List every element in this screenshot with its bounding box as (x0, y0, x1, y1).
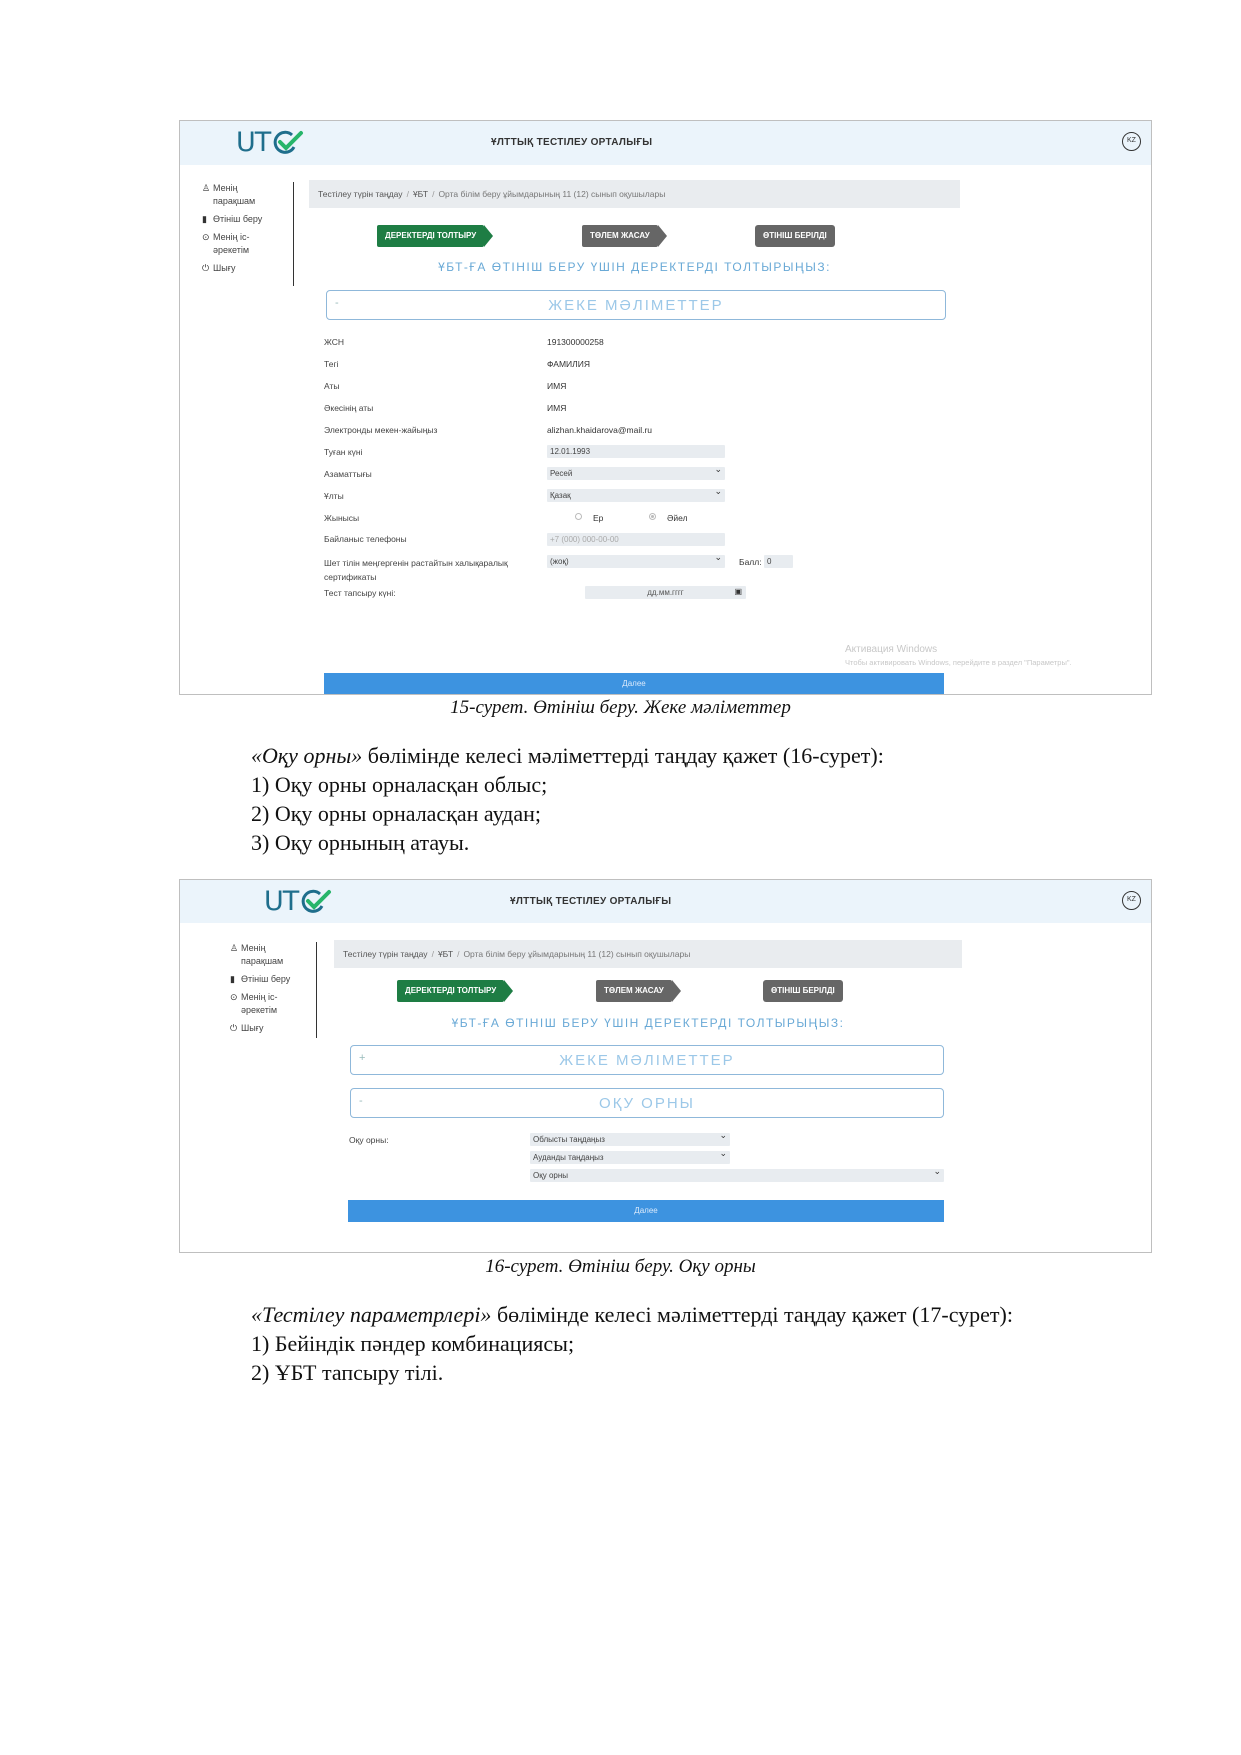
nationality-select[interactable]: Қазақ ⌄ (547, 489, 725, 502)
email-value: alizhan.khaidarova@mail.ru (547, 425, 653, 435)
step-payment (596, 980, 672, 1002)
language-switch[interactable]: KZ (1122, 132, 1141, 151)
step-fill-data (377, 225, 484, 247)
study-place-label: Оқу орны: (349, 1135, 389, 1145)
sidebar-item-label: Менің іс-әрекетім (213, 232, 250, 255)
sidebar-item-label: Шығу (241, 1023, 264, 1033)
list-item: 1) Бейіндік пәндер комбинациясы; (251, 1331, 575, 1356)
birth-date-label: Туған күні (324, 447, 363, 457)
email-label: Электронды мекен-жайыңыз (324, 425, 438, 435)
phone-label: Байланыс телефоны (324, 534, 407, 544)
actions-icon: ⊙ (202, 232, 210, 242)
test-date-label: Тест тапсыру күні: (324, 588, 396, 598)
power-icon: ⏻ (202, 263, 210, 273)
patronymic-label: Әкесінің аты (324, 403, 374, 413)
utc-logo[interactable]: UT (264, 886, 332, 917)
breadcrumb (334, 940, 962, 968)
iin-label: ЖСН (324, 337, 345, 347)
section-name: «Тестілеу параметрлері» (251, 1302, 492, 1327)
score-label: Балл: (739, 557, 762, 567)
form-heading: ҰБТ-ҒА ӨТІНІШ БЕРУ ҮШІН ДЕРЕКТЕРДІ ТОЛТЫРЫҢЫЗ: (451, 1016, 845, 1030)
certificate-label: Шет тілін меңгергенін растайтын халықаралық сертификаты (324, 558, 508, 582)
sidebar-item-label: Менің парақшам (241, 943, 284, 966)
content-panel (334, 940, 962, 1253)
next-button[interactable]: Далее (348, 1200, 944, 1222)
logo-check-icon (298, 888, 332, 916)
screenshot-personal-data (179, 120, 1152, 695)
name-value: ИМЯ (547, 381, 567, 391)
breadcrumb-separator: / (432, 189, 435, 199)
gender-male-label: Ер (593, 513, 604, 523)
breadcrumb-current: Орта білім беру ұйымдарының 11 (12) сынып оқушылары (463, 949, 691, 959)
surname-label: Тегі (324, 359, 339, 369)
step-label: ТӨЛЕМ ЖАСАУ (604, 986, 664, 995)
gender-female-label: Әйел (667, 513, 688, 523)
windows-activation-title: Активация Windows (845, 644, 938, 655)
breadcrumb-separator: / (457, 949, 460, 959)
list-item: 2) Оқу орны орналасқан аудан; (251, 801, 542, 826)
surname-value: ФАМИЛИЯ (547, 359, 590, 369)
sidebar (230, 942, 322, 1040)
document-icon: ▮ (230, 974, 235, 984)
step-label: ӨТІНІШ БЕРІЛДІ (771, 986, 835, 995)
paragraph-lead (251, 741, 884, 770)
sidebar-item-actions[interactable] (230, 991, 322, 1017)
paragraph-lead (251, 1300, 1013, 1329)
sidebar-divider (293, 182, 294, 286)
certificate-select[interactable]: (жоқ) ⌄ (547, 555, 725, 568)
lead-text: бөлімінде келесі мәліметтерді таңдау қажет (16-сурет): (362, 743, 884, 768)
sidebar-item-label: Өтініш беру (213, 214, 263, 224)
citizenship-label: Азаматтығы (324, 469, 372, 479)
name-label: Аты (324, 381, 340, 391)
sidebar-item-apply[interactable] (230, 973, 322, 986)
gender-female-radio[interactable] (649, 513, 656, 520)
district-select[interactable]: Ауданды таңдаңыз ⌄ (530, 1151, 730, 1164)
step-label: ТӨЛЕМ ЖАСАУ (590, 231, 650, 240)
sidebar (202, 182, 294, 280)
accordion-personal-data[interactable] (350, 1045, 944, 1075)
site-header (180, 880, 1151, 923)
step-label: ДЕРЕКТЕРДІ ТОЛТЫРУ (405, 986, 497, 995)
header-title: ҰЛТТЫҚ ТЕСТІЛЕУ ОРТАЛЫҒЫ (510, 896, 672, 907)
iin-value: 191300000258 (547, 337, 604, 347)
header-title: ҰЛТТЫҚ ТЕСТІЛЕУ ОРТАЛЫҒЫ (491, 137, 653, 148)
accordion-title: ЖЕКЕ МӘЛІМЕТТЕР (548, 297, 724, 314)
gender-label: Жынысы (324, 513, 360, 523)
breadcrumb (309, 180, 960, 208)
sidebar-item-apply[interactable] (202, 213, 294, 226)
score-input[interactable]: 0 (764, 555, 793, 568)
figure-caption-16: 16-сурет. Өтініш беру. Оқу орны (485, 1256, 756, 1277)
accordion-study-place[interactable] (350, 1088, 944, 1118)
lead-text: бөлімінде келесі мәліметтерді таңдау қажет (17-сурет): (491, 1302, 1013, 1327)
sidebar-item-my-page[interactable] (202, 182, 294, 208)
breadcrumb-current: Орта білім беру ұйымдарының 11 (12) сынып оқушылары (438, 189, 666, 199)
birth-date-field[interactable]: 12.01.1993 (547, 445, 725, 458)
actions-icon: ⊙ (230, 992, 238, 1002)
figure-caption-15: 15-сурет. Өтініш беру. Жеке мәліметтер (450, 697, 791, 718)
list-item: 3) Оқу орнының атауы. (251, 830, 470, 855)
nationality-label: Ұлты (324, 491, 344, 501)
region-select[interactable]: Облысты таңдаңыз ⌄ (530, 1133, 730, 1146)
paragraph-study-place (251, 741, 884, 857)
sidebar-item-my-page[interactable] (230, 942, 322, 968)
test-date-input[interactable] (585, 586, 746, 599)
step-submitted (755, 225, 835, 247)
sidebar-item-label: Шығу (213, 263, 236, 273)
accordion-personal-data[interactable] (326, 290, 946, 320)
step-fill-data (397, 980, 504, 1002)
form-heading: ҰБТ-ҒА ӨТІНІШ БЕРУ ҮШІН ДЕРЕКТЕРДІ ТОЛТЫРЫҢЫЗ: (438, 260, 831, 274)
user-icon: ♙ (230, 943, 239, 953)
user-icon: ♙ (202, 183, 211, 193)
language-switch[interactable]: KZ (1122, 891, 1141, 910)
test-date-placeholder: дд.мм.гггг (647, 588, 684, 597)
sidebar-item-actions[interactable] (202, 231, 294, 257)
document-icon: ▮ (202, 214, 207, 224)
step-payment (582, 225, 658, 247)
logo-check-icon (270, 129, 304, 157)
breadcrumb-separator: / (406, 189, 409, 199)
accordion-title: ЖЕКЕ МӘЛІМЕТТЕР (559, 1052, 735, 1069)
windows-activation-subtitle: Чтобы активировать Windows, перейдите в раздел "Параметры". (845, 658, 1072, 667)
collapse-icon: - (335, 297, 339, 309)
accordion-title: ОҚУ ОРНЫ (599, 1095, 695, 1112)
site-header (180, 121, 1151, 165)
step-submitted (763, 980, 843, 1002)
paragraph-test-params (251, 1300, 1013, 1387)
step-label: ӨТІНІШ БЕРІЛДІ (763, 231, 827, 240)
school-select[interactable]: Оқу орны ⌄ (530, 1169, 944, 1182)
breadcrumb-ubt[interactable]: ҰБТ (412, 189, 429, 199)
phone-input[interactable]: +7 (000) 000-00-00 (547, 533, 725, 546)
step-label: ДЕРЕКТЕРДІ ТОЛТЫРУ (385, 231, 477, 240)
power-icon: ⏻ (230, 1023, 238, 1033)
section-name: «Оқу орны» (251, 743, 363, 768)
calendar-icon[interactable]: ▣ (734, 587, 742, 596)
patronymic-value: ИМЯ (547, 403, 567, 413)
screenshot-study-place (179, 879, 1152, 1253)
breadcrumb-test-type[interactable]: Тестілеу түрін таңдау (343, 949, 428, 959)
sidebar-item-label: Менің іс-әрекетім (241, 992, 278, 1015)
collapse-icon: - (359, 1095, 363, 1107)
sidebar-item-label: Өтініш беру (241, 974, 291, 984)
gender-male-radio[interactable] (575, 513, 582, 520)
breadcrumb-test-type[interactable]: Тестілеу түрін таңдау (318, 189, 403, 199)
content-panel (309, 180, 1072, 695)
citizenship-select[interactable]: Ресей ⌄ (547, 467, 725, 480)
list-item: 2) ҰБТ тапсыру тілі. (251, 1360, 444, 1385)
utc-logo[interactable]: UT (236, 127, 304, 158)
expand-icon: + (359, 1052, 366, 1064)
breadcrumb-separator: / (431, 949, 434, 959)
sidebar-item-logout[interactable] (202, 262, 294, 275)
sidebar-item-logout[interactable] (230, 1022, 322, 1035)
sidebar-divider (316, 942, 317, 1038)
sidebar-item-label: Менің парақшам (213, 183, 256, 206)
breadcrumb-ubt[interactable]: ҰБТ (437, 949, 454, 959)
next-button[interactable]: Далее (324, 673, 944, 695)
list-item: 1) Оқу орны орналасқан облыс; (251, 772, 548, 797)
